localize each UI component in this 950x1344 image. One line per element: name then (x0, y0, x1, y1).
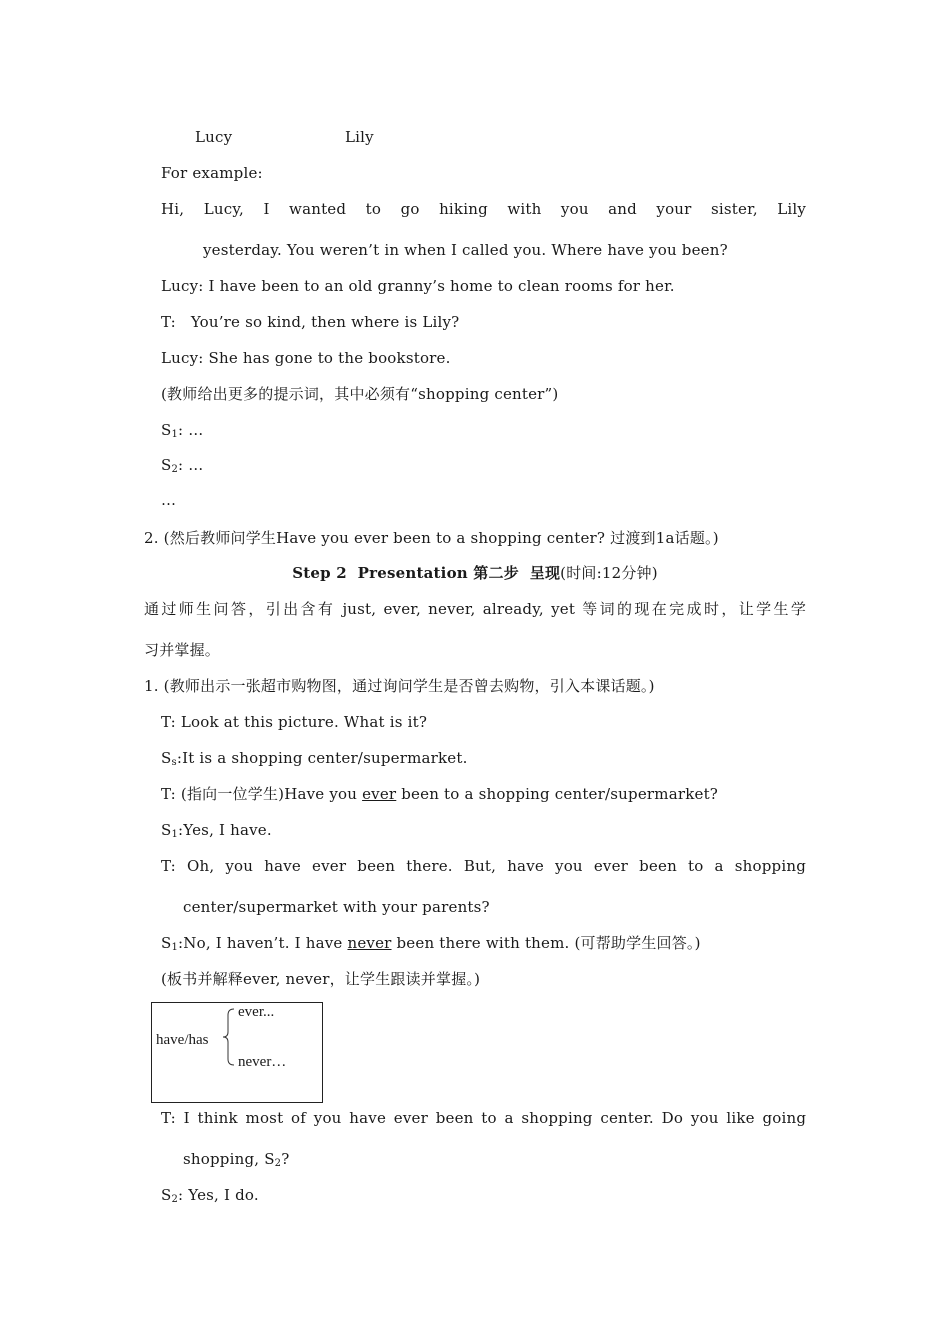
word: already, (482, 600, 544, 618)
dialog2-teacher-line-1: T: Look at this picture. What is it? (161, 713, 428, 731)
word: to (688, 857, 704, 875)
student1-line: $S_1$: … (161, 421, 204, 440)
dialog2-teacher-line-3 (161, 856, 806, 876)
dialog1-teacher-line-cont: yesterday. You weren’t in when I called you. Where have you been? (203, 241, 728, 259)
word: Lily (777, 200, 807, 218)
word: been (357, 857, 396, 875)
word: a (504, 1109, 514, 1127)
word: you (225, 857, 254, 875)
word: sister, (711, 200, 758, 218)
word: hiking (439, 200, 488, 218)
word: T: (161, 1109, 176, 1127)
word: you (690, 1109, 719, 1127)
dialog1-lucy-line-2: Lucy: She has gone to the bookstore. (161, 349, 451, 367)
word: ever (312, 857, 347, 875)
word: 通过师生问答，引出含有 (144, 600, 336, 618)
word: yet (551, 600, 576, 618)
dialog1-teacher-line (161, 199, 806, 219)
step2-heading: Step 2 Presentation 第二步 呈现(时间:12分钟) (292, 564, 658, 582)
word: ever, (383, 600, 421, 618)
word: But, (463, 857, 497, 875)
board-note: (板书并解释ever, never，让学生跟读并掌握。) (161, 970, 481, 988)
word: you (560, 200, 589, 218)
word: Hi, (161, 200, 185, 218)
example-label: For example: (161, 164, 263, 182)
item-2: 2. (然后教师问学生Have you ever been to a shopping center? 过渡到1a话题。) (144, 529, 719, 547)
board-box (151, 1002, 323, 1103)
word: wanted (289, 200, 347, 218)
word: to (481, 1109, 497, 1127)
role-lucy: Lucy (195, 128, 233, 146)
word: just, (342, 600, 377, 618)
word: you (555, 857, 583, 875)
word: with (507, 200, 542, 218)
dialog2-teacher-line-2: T: (指向一位学生)Have you ever been to a shopping center/supermarket? (161, 785, 719, 803)
word: I (183, 1109, 190, 1127)
word: a (714, 857, 724, 875)
dialog1-lucy-line-1: Lucy: I have been to an old granny’s home to clean rooms for her. (161, 277, 675, 295)
dialog3-student2-line: $S_2$: Yes, I do. (161, 1186, 259, 1205)
word: been (435, 1109, 474, 1127)
dialog3-teacher-line-cont: shopping, $S_2$? (183, 1150, 290, 1169)
intro-line (144, 599, 806, 619)
word: I (263, 200, 270, 218)
student2-line: $S_2$: … (161, 456, 204, 475)
board-never: never… (238, 1054, 287, 1070)
brace-icon (222, 1008, 236, 1066)
word: 等词的现在完成时，让学生学 (582, 600, 807, 618)
word: going (762, 1109, 807, 1127)
dialog2-student1-line-1: $S_1:Yes$, I have. (161, 821, 272, 840)
word: you (313, 1109, 342, 1127)
word: there. (406, 857, 453, 875)
dialog2-student1-line-2: $S_1:No$, I haven’t. I have never been there with them. (可帮助学生回答。) (161, 934, 701, 953)
intro-line-cont: 习并掌握。 (144, 641, 221, 659)
board-have-has: have/has (156, 1032, 209, 1048)
dialog2-teacher-line-3-cont: center/supermarket with your parents? (183, 898, 490, 916)
word: shopping (734, 857, 807, 875)
word: Lucy, (203, 200, 244, 218)
word: like (726, 1109, 755, 1127)
word: been (639, 857, 677, 875)
role-lily: Lily (345, 128, 374, 146)
word: think (197, 1109, 238, 1127)
word: have (507, 857, 544, 875)
word: and (608, 200, 637, 218)
item-1: 1. (教师出示一张超市购物图，通过询问学生是否曾去购物，引入本课话题。) (144, 677, 655, 695)
word: have (264, 857, 301, 875)
word: Do (661, 1109, 684, 1127)
word: ever (393, 1109, 428, 1127)
word: T: Oh, (161, 857, 215, 875)
word: shopping (521, 1109, 593, 1127)
word: center. (600, 1109, 654, 1127)
word: have (349, 1109, 387, 1127)
dialog3-teacher-line (161, 1108, 806, 1128)
word: go (400, 200, 420, 218)
dialog2-students-line: $S_s:It$ is a shopping center/supermarket. (161, 749, 468, 768)
board-ever: ever... (238, 1004, 275, 1020)
ellipsis-line: … (161, 491, 177, 509)
dialog1-teacher-line-2: T: You’re so kind, then where is Lily? (161, 313, 460, 331)
word: most (245, 1109, 284, 1127)
word: your (656, 200, 692, 218)
word: of (291, 1109, 307, 1127)
word: ever (593, 857, 629, 875)
teacher-note-1: (教师给出更多的提示词，其中必须有“shopping center”) (161, 385, 559, 403)
word: to (365, 200, 382, 218)
word: never, (428, 600, 476, 618)
